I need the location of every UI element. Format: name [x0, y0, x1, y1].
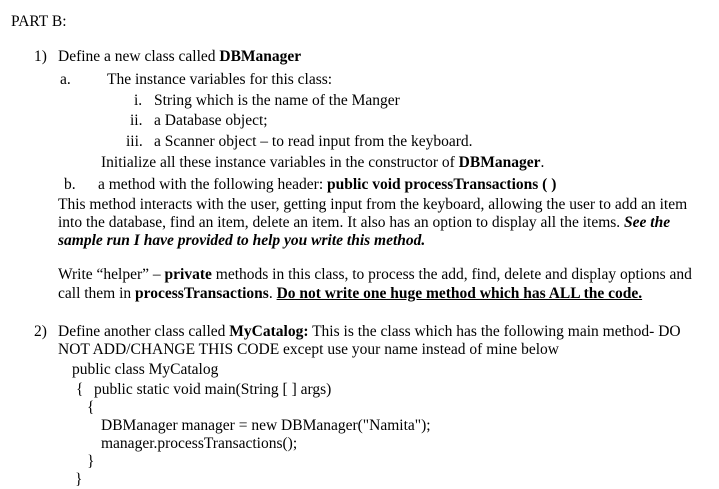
- helper-line-1: [58, 266, 692, 284]
- desc-line-2-plain: into the database, find an item, delete an item. It also has an option to display all the items.: [58, 214, 625, 231]
- init-classname: DBManager: [458, 154, 541, 171]
- sub-a-label: a.: [60, 71, 71, 88]
- item-2-line-2: NOT ADD/CHANGE THIS CODE except use your name instead of mine below: [58, 341, 559, 358]
- roman-item-2-num: ii.: [130, 112, 143, 129]
- item-2-lead: Define another class called: [58, 323, 230, 340]
- helper-line-1-c: methods in this class, to process the add, find, delete and display options and: [211, 266, 692, 283]
- page-heading: PART B:: [11, 13, 67, 30]
- method-header: public void processTransactions ( ): [327, 176, 557, 193]
- helper-line-2-a: call them in: [58, 285, 136, 302]
- desc-line-3-emphasis: sample run I have provided to help you write this method.: [58, 232, 426, 249]
- item-2-rest: This is the class which has the following main method- DO: [308, 323, 681, 340]
- roman-item-3-text: a Scanner object – to read input from the keyboard.: [154, 133, 473, 150]
- sub-b-text: a method with the following header:: [98, 176, 327, 193]
- item-1-number: 1): [34, 48, 47, 65]
- helper-line-1-a: Write “helper” –: [58, 266, 165, 283]
- code-line-6: }: [87, 453, 95, 470]
- desc-line-2: [58, 214, 670, 232]
- item-2-classname: MyCatalog:: [229, 323, 309, 340]
- desc-line-1: This method interacts with the user, getting input from the keyboard, allowing the user to add an item: [58, 196, 688, 213]
- helper-private: private: [164, 266, 212, 283]
- item-2-number: 2): [34, 323, 47, 340]
- code-line-2-brace: {: [76, 381, 84, 398]
- desc-line-2-emphasis: See the: [624, 214, 671, 231]
- sub-a-text: The instance variables for this class:: [107, 71, 333, 88]
- sub-b-line: [98, 176, 556, 194]
- helper-line-2: [58, 285, 642, 303]
- item-2-title: [58, 323, 681, 341]
- sub-b-label: b.: [64, 176, 76, 193]
- roman-item-3-num: iii.: [126, 133, 143, 150]
- roman-item-2-text: a Database object;: [154, 112, 268, 129]
- code-line-4: DBManager manager = new DBManager("Namita");: [101, 417, 431, 434]
- item-1: [34, 48, 47, 66]
- code-line-1: public class MyCatalog: [72, 361, 219, 378]
- item-1-classname: DBManager: [219, 48, 302, 65]
- code-line-2: public static void main(String [ ] args): [94, 381, 332, 398]
- item-1-title: [58, 48, 301, 66]
- code-line-3: {: [87, 399, 95, 416]
- helper-line-2-c: .: [268, 285, 277, 302]
- roman-item-1-text: String which is the name of the Manger: [154, 92, 400, 109]
- desc-line-3: [58, 232, 425, 250]
- item-1-lead: Define a new class called: [58, 48, 220, 65]
- helper-process-transactions: processTransactions: [135, 285, 269, 302]
- code-line-7: }: [75, 471, 83, 488]
- helper-warning: Do not write one huge method which has ALL the code.: [276, 285, 643, 302]
- init-line: [101, 154, 544, 172]
- init-end: .: [540, 154, 545, 171]
- roman-item-1-num: i.: [134, 92, 143, 109]
- code-line-5: manager.processTransactions();: [101, 435, 298, 452]
- init-text: Initialize all these instance variables in the constructor of: [101, 154, 459, 171]
